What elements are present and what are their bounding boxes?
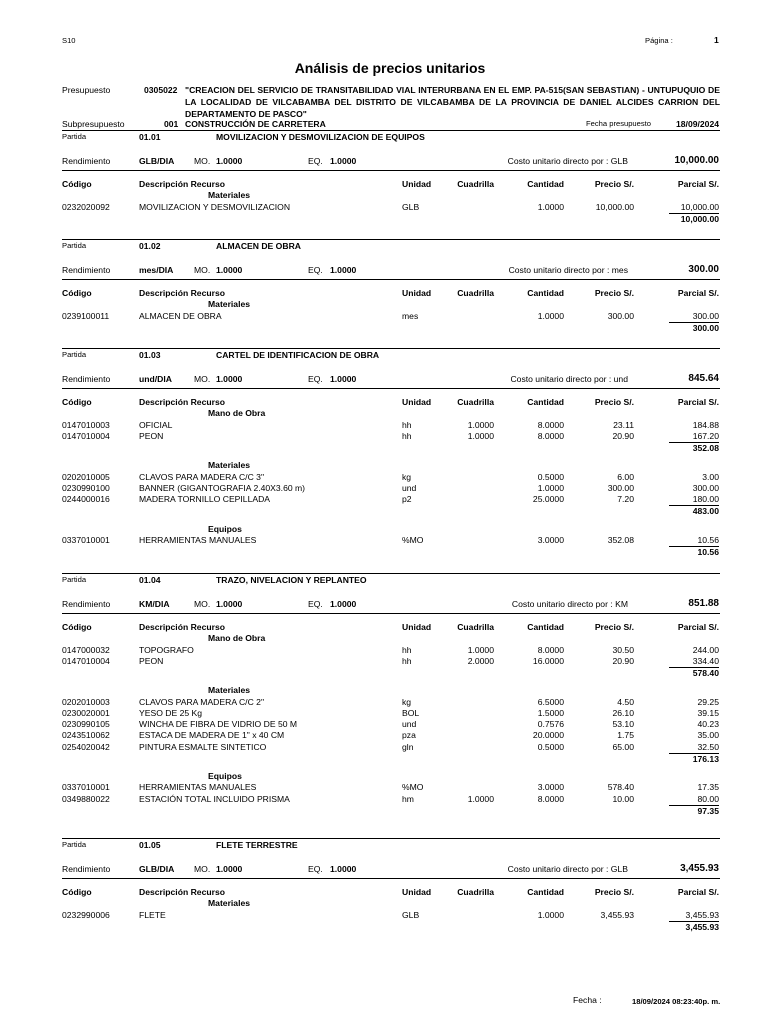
- cell-desc: YESO DE 25 Kg: [139, 707, 203, 718]
- partida-label: Partida: [62, 132, 87, 141]
- cell-precio: 3,455.93: [600, 909, 634, 920]
- eq-label: EQ.: [308, 156, 323, 166]
- unidad-header: Unidad: [402, 887, 432, 897]
- cell-precio: 300.00: [607, 310, 634, 321]
- page-number: 1: [714, 35, 719, 45]
- eq-label: EQ.: [308, 599, 323, 609]
- partida-divider: [62, 838, 720, 839]
- cell-cantidad: 0.5000: [537, 741, 564, 752]
- cell-desc: WINCHA DE FIBRA DE VIDRIO DE 50 M: [139, 719, 298, 730]
- cantidad-header: Cantidad: [527, 397, 564, 407]
- partida-name: MOVILIZACION Y DESMOVILIZACION DE EQUIPOS: [216, 132, 425, 142]
- cell-precio: 10,000.00: [595, 201, 634, 212]
- cell-parcial: 32.50: [697, 741, 719, 752]
- cuadrilla-header: Cuadrilla: [457, 397, 494, 407]
- cell-codigo: 0254020042: [62, 741, 110, 752]
- cost-prefix: Costo unitario directo por :: [507, 156, 609, 166]
- rendimiento-unit: GLB/DIA: [139, 864, 175, 874]
- cell-codigo: 0230020001: [62, 707, 110, 718]
- cell-codigo: 0202010005: [62, 471, 110, 482]
- rendimiento-divider: [62, 388, 720, 389]
- partida-name: TRAZO, NIVELACION Y REPLANTEO: [216, 575, 367, 585]
- group-name: Materiales: [208, 299, 251, 310]
- page-title: Análisis de precios unitarios: [294, 60, 486, 76]
- partida-divider: [62, 573, 720, 574]
- precio-header: Precio S/.: [594, 397, 634, 407]
- cell-desc: PEON: [139, 430, 164, 441]
- partida-name: ALMACEN DE OBRA: [216, 241, 301, 251]
- partida-name: FLETE TERRESTRE: [216, 840, 298, 850]
- cell-codigo: 0337010001: [62, 782, 110, 793]
- group-subtotal: 176.13: [692, 754, 719, 765]
- cell-precio: 65.00: [612, 741, 634, 752]
- cost-prefix: Costo unitario directo por :: [511, 599, 613, 609]
- cell-parcial: 167.20: [692, 430, 719, 441]
- cell-codigo: 0244000016: [62, 494, 110, 505]
- cell-precio: 20.90: [612, 655, 634, 666]
- cell-desc: FLETE: [139, 909, 166, 920]
- cell-desc: ALMACEN DE OBRA: [139, 310, 222, 321]
- group-name: Materiales: [208, 190, 251, 201]
- codigo-header: Código: [62, 622, 92, 632]
- parcial-header: Parcial S/.: [677, 288, 719, 298]
- cuadrilla-header: Cuadrilla: [457, 179, 494, 189]
- descripcion-header: Descripción Recurso: [139, 887, 225, 897]
- cell-cantidad: 1.5000: [537, 707, 564, 718]
- cell-codigo: 0337010001: [62, 534, 110, 545]
- cell-cantidad: 25.0000: [532, 494, 564, 505]
- cell-precio: 4.50: [617, 696, 634, 707]
- cell-codigo: 0349880022: [62, 793, 110, 804]
- group-name: Equipos: [208, 771, 242, 782]
- cell-desc: TOPOGRAFO: [139, 644, 194, 655]
- cell-codigo: 0239100011: [62, 310, 110, 321]
- rendimiento-unit: und/DIA: [139, 374, 172, 384]
- mo-label: MO.: [194, 864, 211, 874]
- rendimiento-label: Rendimiento: [62, 265, 111, 275]
- cell-desc: HERRAMIENTAS MANUALES: [139, 782, 257, 793]
- cell-cuadrilla: 1.0000: [467, 419, 494, 430]
- group-subtotal: 300.00: [692, 322, 719, 333]
- cell-parcial: 180.00: [692, 494, 719, 505]
- cell-cantidad: 1.0000: [537, 201, 564, 212]
- subpresupuesto-name: CONSTRUCCIÓN DE CARRETERA: [185, 119, 326, 129]
- cell-precio: 20.90: [612, 430, 634, 441]
- cell-cantidad: 20.0000: [532, 730, 564, 741]
- group-name: Mano de Obra: [208, 633, 266, 644]
- mo-value: 1.0000: [216, 265, 243, 275]
- cell-desc: ESTACIÓN TOTAL INCLUIDO PRISMA: [139, 793, 290, 804]
- rendimiento-label: Rendimiento: [62, 156, 111, 166]
- partida-divider: [62, 239, 720, 240]
- cell-unidad: gln: [402, 741, 414, 752]
- partida-total: 10,000.00: [674, 155, 719, 166]
- cell-codigo: 0243510062: [62, 730, 110, 741]
- eq-label: EQ.: [308, 374, 323, 384]
- cell-precio: 26.10: [612, 707, 634, 718]
- partida-code: 01.01: [139, 132, 161, 142]
- cell-desc: OFICIAL: [139, 419, 173, 430]
- cell-cantidad: 1.0000: [537, 310, 564, 321]
- descripcion-header: Descripción Recurso: [139, 288, 225, 298]
- partida-name: CARTEL DE IDENTIFICACION DE OBRA: [216, 350, 380, 360]
- partida-total: 300.00: [688, 264, 719, 275]
- cell-cantidad: 0.5000: [537, 471, 564, 482]
- partida-total: 851.88: [688, 598, 719, 609]
- cell-desc: BANNER (GIGANTOGRAFIA 2.40X3.60 m): [139, 482, 306, 493]
- cell-precio: 7.20: [617, 494, 634, 505]
- cell-desc: HERRAMIENTAS MANUALES: [139, 534, 257, 545]
- cell-parcial: 3.00: [702, 471, 719, 482]
- cell-desc: CLAVOS PARA MADERA C/C 2": [139, 696, 264, 707]
- partida-label: Partida: [62, 350, 87, 359]
- cost-unit: mes: [611, 265, 628, 275]
- cell-cuadrilla: 1.0000: [467, 644, 494, 655]
- partida-label: Partida: [62, 241, 87, 250]
- cell-codigo: 0230990105: [62, 719, 110, 730]
- mo-label: MO.: [194, 265, 211, 275]
- cantidad-header: Cantidad: [527, 179, 564, 189]
- cost-unit: GLB: [610, 864, 628, 874]
- subpresupuesto-code: 001: [164, 119, 179, 129]
- cell-parcial: 35.00: [697, 730, 719, 741]
- cell-unidad: hh: [402, 430, 412, 441]
- cantidad-header: Cantidad: [527, 288, 564, 298]
- eq-label: EQ.: [308, 265, 323, 275]
- cell-parcial: 10,000.00: [680, 201, 719, 212]
- mo-value: 1.0000: [216, 374, 243, 384]
- cell-unidad: %MO: [402, 534, 424, 545]
- partida-divider: [62, 130, 720, 131]
- partida-code: 01.04: [139, 575, 161, 585]
- cell-cantidad: 8.0000: [537, 430, 564, 441]
- cell-cantidad: 1.0000: [537, 482, 564, 493]
- rendimiento-divider: [62, 170, 720, 171]
- cell-cantidad: 1.0000: [537, 909, 564, 920]
- eq-value: 1.0000: [330, 374, 357, 384]
- fecha-presupuesto: 18/09/2024: [676, 119, 720, 129]
- page-label: Página :: [645, 36, 673, 45]
- rendimiento-divider: [62, 878, 720, 879]
- cell-precio: 300.00: [607, 482, 634, 493]
- rendimiento-unit: GLB/DIA: [139, 156, 175, 166]
- cell-cantidad: 8.0000: [537, 419, 564, 430]
- presupuesto-description: "CREACION DEL SERVICIO DE TRANSITABILIDAD VIAL INTERURBANA EN EL EMP. PA-515(SAN SEBASTIAN) - UNTUPUQUIO DE LA LOCALIDAD DE VILCABAMBA DEL DISTRITO DE VILCABAMBA DE LA PROVINCIA DE DANIEL ALCIDES CARRION DEL DEPARTAMENTO DE PASCO": [185, 85, 720, 119]
- cell-precio: 6.00: [617, 471, 634, 482]
- codigo-header: Código: [62, 397, 92, 407]
- cell-unidad: hh: [402, 419, 412, 430]
- eq-value: 1.0000: [330, 265, 357, 275]
- precio-header: Precio S/.: [594, 288, 634, 298]
- cell-cantidad: 6.5000: [537, 696, 564, 707]
- cell-codigo: 0147010003: [62, 419, 110, 430]
- cell-unidad: GLB: [402, 201, 420, 212]
- descripcion-header: Descripción Recurso: [139, 179, 225, 189]
- cell-parcial: 300.00: [692, 310, 719, 321]
- cell-parcial: 334.40: [692, 655, 719, 666]
- cell-codigo: 0232020092: [62, 201, 110, 212]
- cell-codigo: 0147010004: [62, 655, 110, 666]
- cell-cuadrilla: 1.0000: [467, 793, 494, 804]
- rendimiento-label: Rendimiento: [62, 374, 111, 384]
- unidad-header: Unidad: [402, 622, 432, 632]
- cell-precio: 1.75: [617, 730, 634, 741]
- cell-unidad: BOL: [402, 707, 420, 718]
- precio-header: Precio S/.: [594, 179, 634, 189]
- eq-label: EQ.: [308, 864, 323, 874]
- group-name: Materiales: [208, 460, 251, 471]
- cell-cantidad: 3.0000: [537, 782, 564, 793]
- rendimiento-unit: mes/DIA: [139, 265, 174, 275]
- cell-parcial: 10.56: [697, 534, 719, 545]
- cuadrilla-header: Cuadrilla: [457, 288, 494, 298]
- cell-precio: 578.40: [607, 782, 634, 793]
- cell-cantidad: 8.0000: [537, 793, 564, 804]
- partida-code: 01.02: [139, 241, 161, 251]
- fecha-presupuesto-label: Fecha presupuesto: [586, 119, 652, 128]
- cell-codigo: 0202010003: [62, 696, 110, 707]
- cell-cantidad: 3.0000: [537, 534, 564, 545]
- footer-fecha-label: Fecha :: [573, 995, 602, 1005]
- partida-label: Partida: [62, 575, 87, 584]
- cell-precio: 30.50: [612, 644, 634, 655]
- cell-cantidad: 16.0000: [532, 655, 564, 666]
- cell-parcial: 80.00: [697, 793, 719, 804]
- cost-unit: GLB: [610, 156, 628, 166]
- codigo-header: Código: [62, 288, 92, 298]
- group-name: Mano de Obra: [208, 408, 266, 419]
- cost-unit: KM: [615, 599, 628, 609]
- group-subtotal: 578.40: [692, 668, 719, 679]
- footer-fecha-value: 18/09/2024 08:23:40p. m.: [632, 997, 721, 1006]
- report-code: S10: [62, 36, 76, 45]
- cuadrilla-header: Cuadrilla: [457, 622, 494, 632]
- group-subtotal: 97.35: [697, 806, 719, 817]
- eq-value: 1.0000: [330, 599, 357, 609]
- cell-unidad: hm: [402, 793, 414, 804]
- cell-precio: 352.08: [607, 534, 634, 545]
- cell-precio: 23.11: [613, 419, 634, 430]
- presupuesto-code: 0305022: [144, 85, 178, 95]
- cell-unidad: und: [402, 482, 417, 493]
- group-name: Equipos: [208, 523, 242, 534]
- presupuesto-label: Presupuesto: [62, 85, 111, 95]
- cell-desc: CLAVOS PARA MADERA C/C 3": [139, 471, 264, 482]
- cell-precio: 53.10: [612, 719, 634, 730]
- cell-unidad: kg: [402, 471, 412, 482]
- group-subtotal: 3,455.93: [685, 921, 719, 932]
- cost-prefix: Costo unitario directo por :: [507, 864, 609, 874]
- partida-total: 3,455.93: [680, 863, 719, 874]
- partida-label: Partida: [62, 840, 87, 849]
- cell-cantidad: 8.0000: [537, 644, 564, 655]
- cell-desc: PEON: [139, 655, 164, 666]
- cell-parcial: 244.00: [692, 644, 719, 655]
- partida-code: 01.03: [139, 350, 161, 360]
- cell-parcial: 3,455.93: [685, 909, 719, 920]
- cantidad-header: Cantidad: [527, 887, 564, 897]
- cell-parcial: 39.15: [697, 707, 719, 718]
- parcial-header: Parcial S/.: [677, 622, 719, 632]
- cell-codigo: 0232990006: [62, 909, 110, 920]
- cell-precio: 10.00: [612, 793, 634, 804]
- cell-unidad: p2: [402, 494, 412, 505]
- group-subtotal: 10,000.00: [680, 213, 719, 224]
- cell-parcial: 40.23: [697, 719, 719, 730]
- cuadrilla-header: Cuadrilla: [457, 887, 494, 897]
- codigo-header: Código: [62, 887, 92, 897]
- mo-value: 1.0000: [216, 599, 243, 609]
- cell-unidad: kg: [402, 696, 412, 707]
- cell-cuadrilla: 2.0000: [467, 655, 494, 666]
- precio-header: Precio S/.: [594, 622, 634, 632]
- cost-prefix: Costo unitario directo por :: [510, 374, 612, 384]
- rendimiento-label: Rendimiento: [62, 864, 111, 874]
- partida-total: 845.64: [688, 373, 719, 384]
- mo-label: MO.: [194, 599, 211, 609]
- cell-parcial: 29.25: [697, 696, 719, 707]
- cantidad-header: Cantidad: [527, 622, 564, 632]
- group-name: Materiales: [208, 898, 251, 909]
- cell-unidad: hh: [402, 655, 412, 666]
- cell-unidad: GLB: [402, 909, 420, 920]
- rendimiento-unit: KM/DIA: [139, 599, 170, 609]
- descripcion-header: Descripción Recurso: [139, 622, 225, 632]
- codigo-header: Código: [62, 179, 92, 189]
- group-name: Materiales: [208, 685, 251, 696]
- precio-header: Precio S/.: [594, 887, 634, 897]
- cell-codigo: 0147010004: [62, 430, 110, 441]
- group-subtotal: 10.56: [697, 547, 719, 558]
- cell-codigo: 0147000032: [62, 644, 110, 655]
- unidad-header: Unidad: [402, 288, 432, 298]
- partida-divider: [62, 348, 720, 349]
- parcial-header: Parcial S/.: [677, 179, 719, 189]
- cell-unidad: %MO: [402, 782, 424, 793]
- mo-label: MO.: [194, 156, 211, 166]
- unidad-header: Unidad: [402, 179, 432, 189]
- cell-unidad: und: [402, 719, 417, 730]
- parcial-header: Parcial S/.: [677, 397, 719, 407]
- group-subtotal: 483.00: [692, 506, 719, 517]
- cell-parcial: 184.88: [692, 419, 719, 430]
- mo-value: 1.0000: [216, 156, 243, 166]
- cell-unidad: hh: [402, 644, 412, 655]
- group-subtotal: 352.08: [692, 443, 719, 454]
- cost-prefix: Costo unitario directo por :: [508, 265, 610, 275]
- rendimiento-label: Rendimiento: [62, 599, 111, 609]
- rendimiento-divider: [62, 613, 720, 614]
- cell-desc: MADERA TORNILLO CEPILLADA: [139, 494, 271, 505]
- cost-unit: und: [613, 374, 628, 384]
- eq-value: 1.0000: [330, 156, 357, 166]
- cell-codigo: 0230990100: [62, 482, 110, 493]
- cell-unidad: mes: [402, 310, 419, 321]
- cell-cuadrilla: 1.0000: [467, 430, 494, 441]
- unidad-header: Unidad: [402, 397, 432, 407]
- cell-unidad: pza: [402, 730, 416, 741]
- cell-cantidad: 0.7576: [537, 719, 564, 730]
- cell-parcial: 17.35: [697, 782, 719, 793]
- rendimiento-divider: [62, 279, 720, 280]
- cell-parcial: 300.00: [692, 482, 719, 493]
- cell-desc: ESTACA DE MADERA DE 1" x 40 CM: [139, 730, 285, 741]
- cell-desc: MOVILIZACION Y DESMOVILIZACION: [139, 201, 291, 212]
- mo-value: 1.0000: [216, 864, 243, 874]
- descripcion-header: Descripción Recurso: [139, 397, 225, 407]
- eq-value: 1.0000: [330, 864, 357, 874]
- mo-label: MO.: [194, 374, 211, 384]
- parcial-header: Parcial S/.: [677, 887, 719, 897]
- partida-code: 01.05: [139, 840, 161, 850]
- cell-desc: PINTURA ESMALTE SINTETICO: [139, 741, 267, 752]
- subpresupuesto-label: Subpresupuesto: [62, 119, 125, 129]
